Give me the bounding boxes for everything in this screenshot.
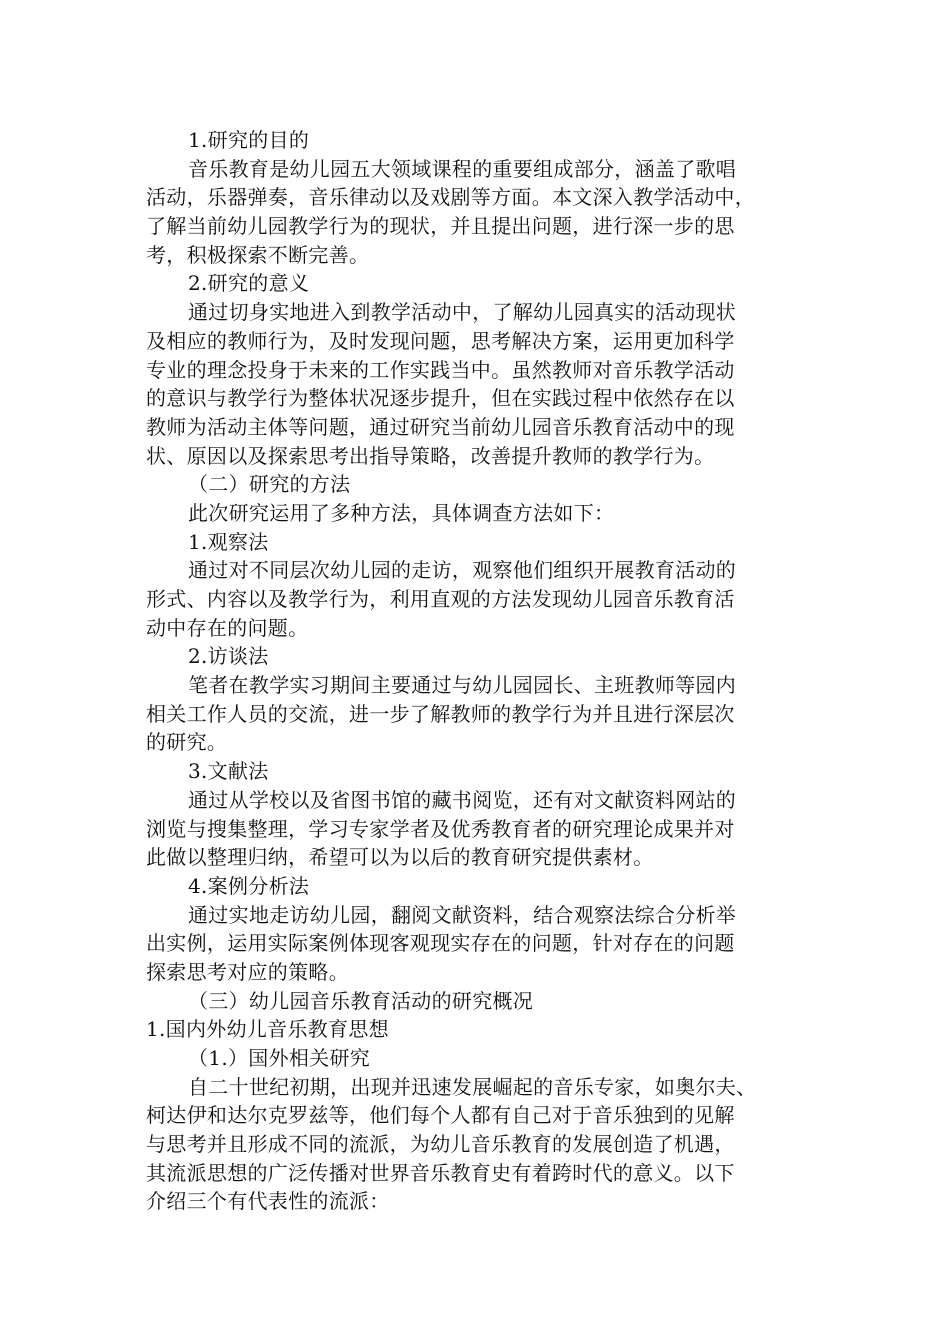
text-line: 此做以整理归纳，希望可以为以后的教育研究提供素材。 bbox=[146, 845, 654, 870]
text-line: 相关工作人员的交流，进一步了解教师的教学行为并且进行深层次 bbox=[146, 701, 735, 726]
text-line: 2.研究的意义 bbox=[188, 271, 310, 296]
text-line: 1.观察法 bbox=[188, 529, 269, 554]
document-body bbox=[146, 126, 826, 1216]
text-line: 的意识与教学行为整体状况逐步提升，但在实践过程中依然存在以 bbox=[146, 386, 735, 411]
text-line: 与思考并且形成不同的流派，为幼儿音乐教育的发展创造了机遇， bbox=[146, 1132, 735, 1157]
text-line: 形式、内容以及教学行为，利用直观的方法发现幼儿园音乐教育活 bbox=[146, 587, 735, 611]
text-line: 1.研究的目的 bbox=[188, 128, 310, 152]
text-line: 了解当前幼儿园教学行为的现状，并且提出问题，进行深一步的思 bbox=[146, 214, 735, 239]
text-line: （三）幼儿园音乐教育活动的研究概况 bbox=[188, 988, 534, 1013]
text-line: 及相应的教师行为，及时发现问题，思考解决方案，运用更加科学 bbox=[146, 328, 735, 353]
text-line: 的研究。 bbox=[146, 730, 228, 755]
text-line: 专业的理念投身于未来的工作实践当中。虽然教师对音乐教学活动 bbox=[146, 357, 735, 382]
text-line: 介绍三个有代表性的流派： bbox=[146, 1189, 390, 1214]
text-line: 柯达伊和达尔克罗兹等，他们每个人都有自己对于音乐独到的见解 bbox=[146, 1103, 735, 1128]
text-line: 教师为活动主体等问题，通过研究当前幼儿园音乐教育活动中的现 bbox=[146, 414, 735, 439]
text-line: 活动，乐器弹奏，音乐律动以及戏剧等方面。本文深入教学活动中， bbox=[146, 185, 755, 210]
text-line: 动中存在的问题。 bbox=[146, 615, 309, 640]
text-line: （二）研究的方法 bbox=[188, 472, 351, 497]
text-line: 浏览与搜集整理，学习专家学者及优秀教育者的研究理论成果并对 bbox=[146, 816, 735, 841]
text-line: 通过实地走访幼儿园，翻阅文献资料，结合观察法综合分析举 bbox=[188, 902, 737, 927]
text-line: 通过从学校以及省图书馆的藏书阅览，还有对文献资料网站的 bbox=[188, 787, 737, 812]
text-line: 探索思考对应的策略。 bbox=[146, 959, 349, 984]
text-line: 自二十世纪初期，出现并迅速发展崛起的音乐专家，如奥尔夫、 bbox=[188, 1074, 757, 1099]
text-line: 通过对不同层次幼儿园的走访，观察他们组织开展教育活动的 bbox=[188, 558, 737, 583]
text-line: （1.）国外相关研究 bbox=[188, 1046, 371, 1070]
text-line: 3.文献法 bbox=[188, 759, 269, 784]
text-line: 考，积极探索不断完善。 bbox=[146, 242, 370, 267]
text-line: 音乐教育是幼儿园五大领域课程的重要组成部分，涵盖了歌唱 bbox=[188, 156, 737, 181]
text-line: 其流派思想的广泛传播对世界音乐教育史有着跨时代的意义。以下 bbox=[146, 1160, 735, 1185]
text-line: 4.案例分析法 bbox=[188, 873, 310, 898]
text-line: 状、原因以及探索思考出指导策略，改善提升教师的教学行为。 bbox=[146, 443, 715, 468]
text-line: 笔者在教学实习期间主要通过与幼儿园园长、主班教师等园内 bbox=[188, 673, 737, 698]
text-line: 1.国内外幼儿音乐教育思想 bbox=[146, 1017, 389, 1042]
text-line: 通过切身实地进入到教学活动中，了解幼儿园真实的活动现状 bbox=[188, 300, 737, 325]
text-lines bbox=[146, 126, 826, 1216]
text-line: 2.访谈法 bbox=[188, 644, 269, 669]
text-line: 出实例，运用实际案例体现客观现实存在的问题，针对存在的问题 bbox=[146, 931, 735, 956]
text-line: 此次研究运用了多种方法，具体调查方法如下： bbox=[188, 500, 615, 525]
